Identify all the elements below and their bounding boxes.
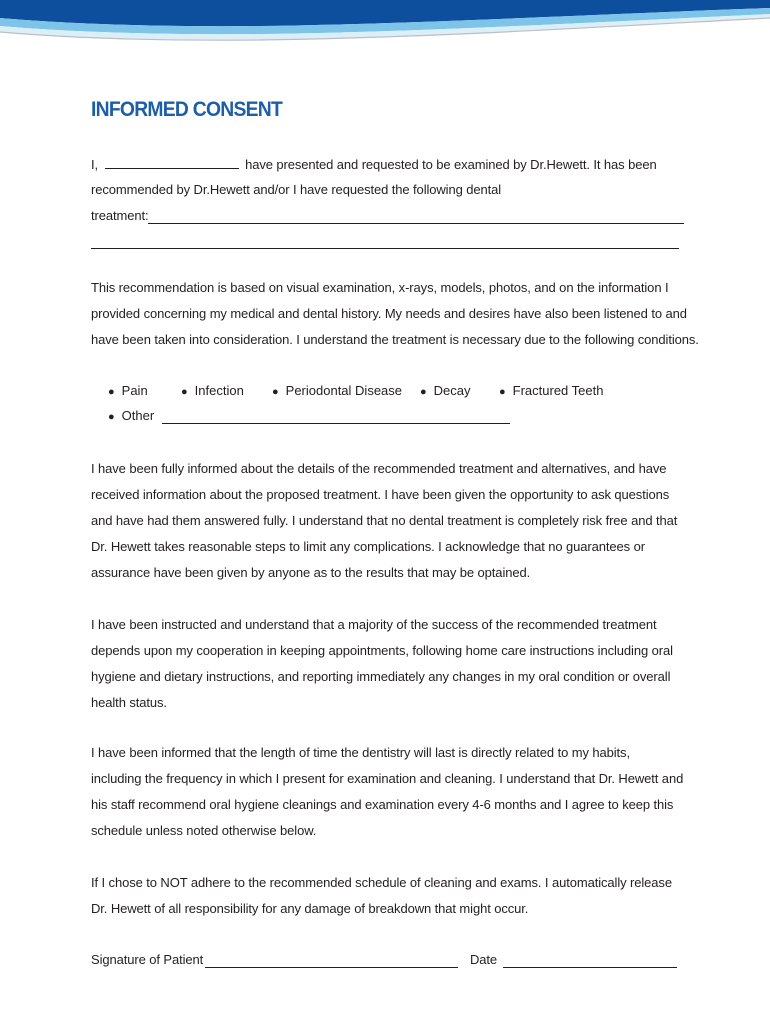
bullet-icon: ● [108,386,115,398]
para5-line: If I chose to NOT adhere to the recommended schedule of cleaning and exams. I automatically release [91,875,672,890]
condition-periodontal-disease[interactable] [272,383,402,400]
bullet-icon: ● [272,386,279,398]
para5-line: Dr. Hewett of all responsibility for any damage of breakdown that might occur. [91,901,529,916]
bullet-icon: ● [499,386,506,398]
condition-infection[interactable] [181,383,244,400]
intro-line-1-text: have presented and requested to be examined by Dr.Hewett. It has been [245,157,657,172]
para2-line: and have had them answered fully. I understand that no dental treatment is completely risk free and that [91,513,678,528]
treatment-field[interactable] [148,223,684,224]
condition-decay[interactable] [420,383,471,400]
bullet-icon: ● [181,386,188,398]
condition-pain[interactable] [108,383,148,400]
condition-label: Other [121,408,155,423]
intro-prefix: I, [91,157,99,172]
date-field[interactable] [503,967,677,968]
para3-line: depends upon my cooperation in keeping appointments, following home care instructions including oral [91,643,673,658]
para2-line: assurance have been given by anyone as to the results that may be optained. [91,565,531,580]
para2-line: Dr. Hewett takes reasonable steps to limit any complications. I acknowledge that no guarantees or [91,539,645,554]
condition-other[interactable] [108,408,154,425]
condition-label: Fractured Teeth [512,383,604,398]
date-label: Date [470,952,498,967]
para4-line: I have been informed that the length of time the dentistry will last is directly related to my habits, [91,745,630,760]
header-wave-banner [0,0,770,60]
other-condition-field[interactable] [162,423,510,424]
para3-line: health status. [91,695,167,710]
para1-line: have been taken into consideration. I understand the treatment is necessary due to the following conditions. [91,332,699,347]
para1-line: provided concerning my medical and dental history. My needs and desires have also been listened to and [91,306,687,321]
para3-line: hygiene and dietary instructions, and reporting immediately any changes in my oral condition or overall [91,669,671,684]
para2-line: received information about the proposed treatment. I have been given the opportunity to ask questions [91,487,670,502]
condition-label: Decay [433,383,471,398]
condition-label: Periodontal Disease [285,383,403,398]
intro-line-1 [91,156,657,173]
para4-line: his staff recommend oral hygiene cleanings and examination every 4-6 months and I agree to keep this [91,797,674,812]
bullet-icon: ● [420,386,427,398]
condition-label: Pain [121,383,148,398]
treatment-field-line-2[interactable] [91,248,679,249]
para3-line: I have been instructed and understand that a majority of the success of the recommended treatment [91,617,657,632]
para2-line: I have been fully informed about the details of the recommended treatment and alternatives, and have [91,461,667,476]
para4-line: including the frequency in which I present for examination and cleaning. I understand that Dr. Hewett and [91,771,684,786]
para4-line: schedule unless noted otherwise below. [91,823,317,838]
para1-line: This recommendation is based on visual examination, x-rays, models, photos, and on the information I [91,280,669,295]
condition-fractured-teeth[interactable] [499,383,603,400]
treatment-label: treatment: [91,208,149,223]
signature-field[interactable] [205,967,458,968]
intro-line-2: recommended by Dr.Hewett and/or I have requested the following dental [91,182,502,197]
condition-label: Infection [194,383,244,398]
bullet-icon: ● [108,411,115,423]
patient-name-field[interactable] [105,156,239,169]
signature-label: Signature of Patient [91,952,204,967]
page-title: INFORMED CONSENT [91,98,283,121]
